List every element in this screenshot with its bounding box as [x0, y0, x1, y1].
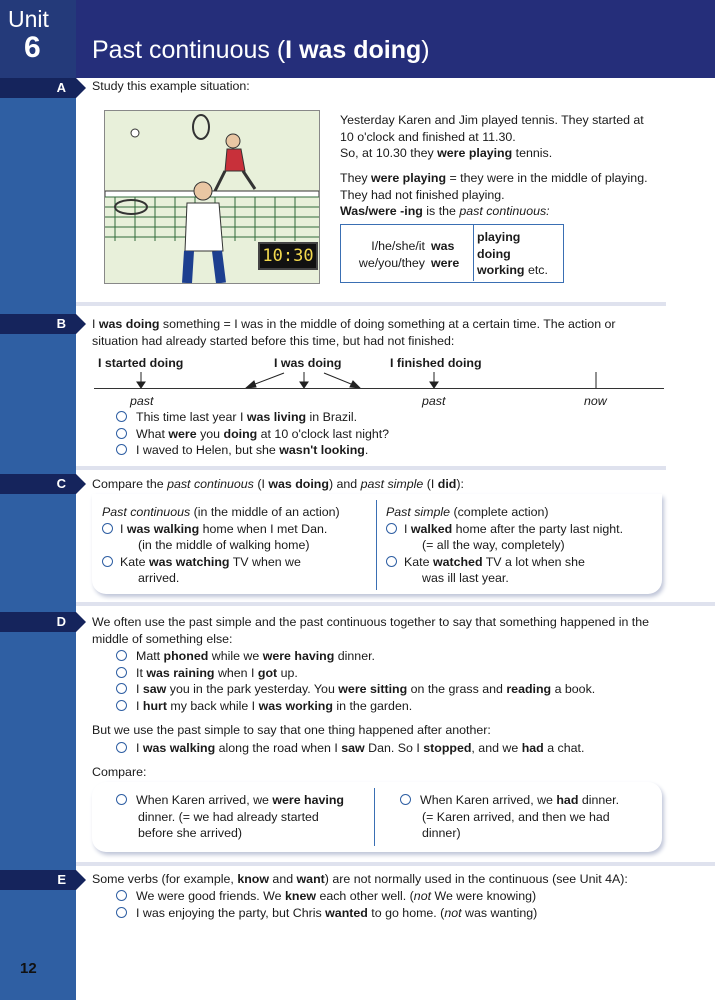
list-item: I was walking along the road when I saw Dan. So I stopped, and we had a chat. [116, 740, 584, 757]
bullet-icon [386, 556, 397, 567]
section-e-intro: Some verbs (for example, know and want) are not normally used in the continuous (see Unit 4A): [92, 872, 628, 886]
divider [76, 466, 666, 470]
list-item: I was enjoying the party, but Chris wanted to go home. (not was wanting) [116, 905, 537, 922]
timeline-started: I started doing [98, 356, 184, 370]
list-item: What were you doing at 10 o'clock last night? [116, 426, 389, 443]
section-b-intro: I was doing something = I was in the middle of doing something at a certain time. The action or situation had already started before this time, but had not finished: [92, 317, 616, 348]
divider [76, 862, 715, 866]
bullet-icon [116, 700, 127, 711]
unit-number: 6 [24, 31, 41, 64]
bullet-icon [102, 523, 113, 534]
timeline-past-2: past [422, 394, 446, 408]
timeline-finished: I finished doing [390, 356, 482, 370]
section-b-examples [116, 409, 389, 459]
section-label-b: B [0, 314, 76, 334]
bullet-icon [116, 667, 127, 678]
bullet-icon [400, 794, 411, 805]
section-a-intro: Study this example situation: [92, 79, 250, 93]
list-item: Matt phoned while we were having dinner. [116, 648, 595, 665]
compare-left: Past continuous (in the middle of an action) I was walking home when I met Dan. (in the middle of walking home) Kate was watching TV when we arrived. [102, 505, 340, 585]
list-item: I saw you in the park yesterday. You were sitting on the grass and reading a book. [116, 681, 595, 698]
timeline-now: now [584, 394, 607, 408]
section-label-c: C [0, 474, 76, 494]
digital-clock: 10:30 [258, 242, 318, 270]
bullet-icon [116, 650, 127, 661]
section-c-intro: Compare the past continuous (I was doing) and past simple (I did): [92, 477, 464, 491]
page-number: 12 [20, 960, 37, 977]
bullet-icon [116, 411, 127, 422]
timeline-past-1: past [130, 394, 154, 408]
unit-word: Unit [8, 6, 49, 32]
compare-right: When Karen arrived, we had dinner. (= Karen arrived, and then we had dinner) [400, 792, 619, 842]
compare-divider [376, 500, 377, 590]
bullet-icon [116, 428, 127, 439]
bullet-icon [386, 523, 397, 534]
divider [76, 302, 666, 306]
example-paragraph-2: They were playing = they were in the middle of playing. They had not finished playing. Was/were -ing is the past continuous: [340, 171, 648, 218]
section-d-compare: Compare: [92, 765, 147, 779]
bullet-icon [102, 556, 113, 567]
compare-left: When Karen arrived, we were having dinner. (= we had already started before she arrived) [116, 792, 344, 842]
section-label-a: A [0, 78, 76, 98]
list-item: I waved to Helen, but she wasn't looking. [116, 442, 389, 459]
table-subjects: I/he/she/it we/you/they [358, 239, 425, 270]
page-title: Past continuous (I was doing) [92, 36, 430, 64]
table-auxiliaries: was were [431, 239, 460, 270]
section-e-examples [116, 888, 537, 921]
section-d-examples [116, 648, 595, 714]
list-item: This time last year I was living in Brazil. [116, 409, 389, 426]
section-label-e: E [0, 870, 76, 890]
section-d-but: But we use the past simple to say that one thing happened after another: [92, 723, 491, 737]
section-d-intro: We often use the past simple and the past continuous together to say that something happened in the middle of something else: [92, 615, 650, 646]
left-rail [0, 0, 76, 1000]
bullet-icon [116, 794, 127, 805]
bullet-icon [116, 444, 127, 455]
list-item: It was raining when I got up. [116, 665, 595, 682]
table-verbs: playing doing working etc. [477, 230, 548, 277]
example-paragraph-1: Yesterday Karen and Jim played tennis. They started at 10 o'clock and finished at 11.30. So, at 10.30 they were playing tennis. [340, 113, 644, 160]
list-item: We were good friends. We knew each other well. (not We were knowing) [116, 888, 537, 905]
divider [76, 602, 715, 606]
timeline-arrows [94, 370, 674, 394]
list-item: I hurt my back while I was working in the garden. [116, 698, 595, 715]
bullet-icon [116, 683, 127, 694]
compare-divider [374, 788, 375, 846]
bullet-icon [116, 742, 127, 753]
bullet-icon [116, 890, 127, 901]
section-label-d: D [0, 612, 76, 632]
timeline-was-doing: I was doing [274, 356, 342, 370]
timeline-axis [94, 388, 664, 389]
compare-right: Past simple (complete action) I walked home after the party last night. (= all the way, completely) Kate watched TV a lot when she was ill last year. [386, 505, 624, 585]
bullet-icon [116, 907, 127, 918]
